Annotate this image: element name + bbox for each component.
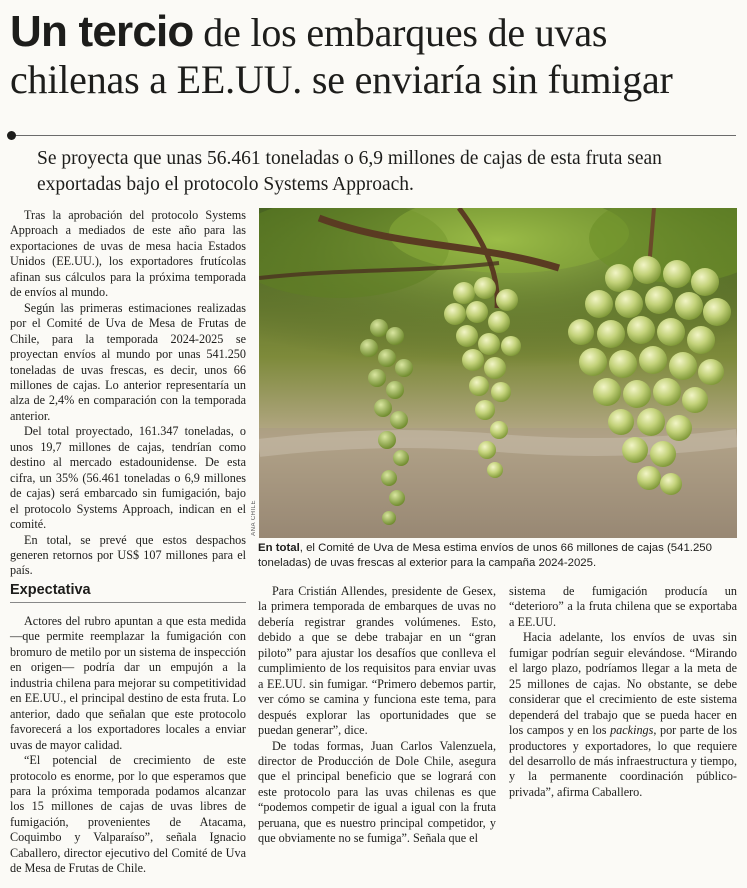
headline-lead: Un tercio bbox=[10, 7, 194, 56]
paragraph: En total, se prevé que estos despachos generen retornos por US$ 107 millones para el país. bbox=[10, 532, 246, 578]
right-column bbox=[509, 584, 737, 800]
text-run: , por parte de los productores y exportadores, lo que requiere del desarrollo de más infraestructura y tiempo, y la permanente coordinación público-privada”, afirma Caballero. bbox=[509, 723, 737, 799]
paragraph: Para Cristián Allendes, presidente de Gesex, la primera temporada de embarques de uvas no debería registrar grandes volúmenes. Esto, debido a que se debe trabajar en un “gran piloto” para ajustar los desafíos que conlleva el cumplimiento de los requisitos para enviar uvas a EE.UU. sin fumigar. “Primero debemos partir, ver cómo se camina y funciona este tema, para después explorar las oportunidades que se puedan generar”, dice. bbox=[258, 584, 496, 738]
grapes-photo bbox=[259, 208, 737, 538]
subheadline: Se proyecta que unas 56.461 toneladas o 6,9 millones de cajas de esta fruta sean exportadas bajo el protocolo Systems Approach. bbox=[37, 148, 662, 195]
photo-credit: ANA CHILE bbox=[251, 500, 257, 536]
paragraph: sistema de fumigación producía un “deterioro” a la fruta chilena que se exportaba a EE.UU. bbox=[509, 584, 737, 629]
paragraph: Del total proyectado, 161.347 toneladas, o unos 19,7 millones de cajas, tendrían como destino al mercado estadounidense. De esta cifra, un 35% (56.461 toneladas o 6,9 millones de cajas) será embarcado sin fumigación, bajo el protocolo Systems Approach, indican en el comité. bbox=[10, 424, 246, 532]
text-run-italic: packings bbox=[610, 723, 654, 738]
middle-column bbox=[258, 584, 496, 847]
photo-caption bbox=[258, 541, 738, 571]
paragraph: De todas formas, Juan Carlos Valenzuela, director de Producción de Dole Chile, asegura que el principal beneficio que se logrará con este protocolo para las uvas chilenas es que “podemos competir de igual a igual con la fruta peruana, que es nuestro principal competidor, y que obviamente no se fumiga”. Señala que el bbox=[258, 738, 496, 846]
caption-text: , el Comité de Uva de Mesa estima envíos de unos 66 millones de cajas (541.250 toneladas) de uvas frescas al exterior para la campaña 2024-2025. bbox=[258, 542, 712, 569]
paragraph bbox=[509, 630, 737, 800]
headline bbox=[10, 8, 740, 103]
headline-rest: de los embarques de uvas chilenas a EE.UU. se enviaría sin fumigar bbox=[10, 10, 673, 102]
expectativa-column bbox=[10, 614, 246, 877]
grapes-illustration bbox=[259, 208, 737, 538]
caption-lead: En total bbox=[258, 542, 300, 554]
text-run: Hacia adelante, los envíos de uvas sin fumigar podrían seguir elevándose. “Mirando el largo plazo, podríamos llegar a la meta de 25 millones de cajas. No obstante, se debe considerar que el crecimiento de este sistema dependerá del trabajo que se pueda hacer en los campos y en los bbox=[509, 630, 737, 738]
section-title: Expectativa bbox=[10, 582, 91, 598]
paragraph: “El potencial de crecimiento de este protocolo es enorme, por lo que esperamos que para la próxima temporada podamos alcanzar los 15 millones de cajas de uvas libres de fumigación, provenientes de Atacama, Coquimbo y Valparaíso”, señala Ignacio Caballero, director ejecutivo del Comité de Uva de Mesa de Frutas de Chile. bbox=[10, 753, 246, 876]
divider-rule bbox=[10, 135, 736, 136]
paragraph: Tras la aprobación del protocolo Systems Approach a mediados de este año para las exportaciones de uvas de mesa hacia Estados Unidos (EE.UU.), los exportadores frutícolas afinan sus cálculos para la próxima temporada de envíos al mundo. bbox=[10, 208, 246, 300]
bullet-dot-icon bbox=[7, 131, 16, 140]
paragraph: Actores del rubro apuntan a que esta medida —que permite reemplazar la fumigación con bromuro de metilo por un sistema de inspección en origen— podría dar un empujón a la industria chilena para mejorar su competitividad en EE.UU., el principal destino de esta fruta. Lo anterior, dado que señalan que este protocolo favorecerá a los exportadores locales a enviar uvas de mayor calidad. bbox=[10, 614, 246, 752]
intro-column bbox=[10, 208, 246, 579]
section-divider bbox=[10, 602, 246, 603]
paragraph: Según las primeras estimaciones realizadas por el Comité de Uva de Mesa de Frutas de Chile, para la temporada 2024-2025 se proyectan envíos al mundo por unas 541.250 toneladas de uvas frescas, es decir, unos 66 millones de cajas. Lo anterior representaría un alza de 2,4% en comparación con la temporada anterior. bbox=[10, 300, 246, 423]
